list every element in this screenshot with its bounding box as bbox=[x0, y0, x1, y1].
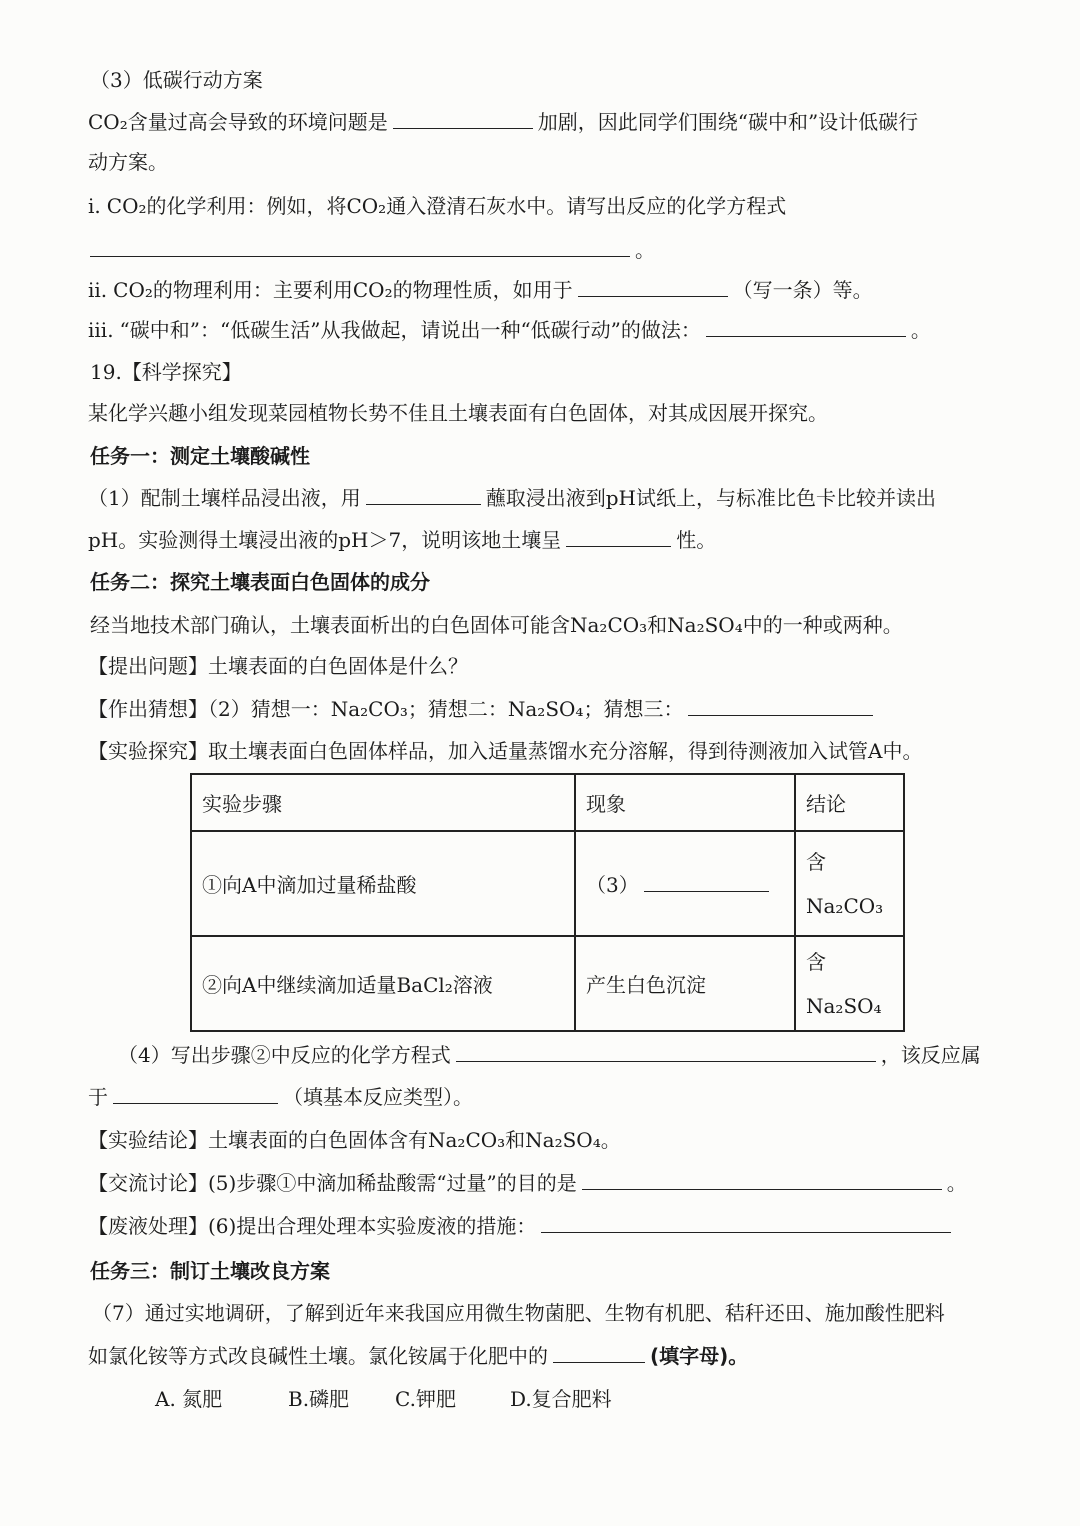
q1-text-before: （1）配制土壤样品浸出液，用 bbox=[88, 486, 361, 510]
part3-intro-line bbox=[88, 107, 918, 137]
option-a: A. 氮肥 bbox=[155, 1387, 223, 1411]
answer-blank bbox=[688, 695, 873, 716]
answer-blank bbox=[456, 1041, 876, 1062]
part3-intro-continuation: 动方案。 bbox=[88, 150, 168, 174]
table-row bbox=[191, 936, 904, 1031]
header-conclusion: 结论 bbox=[795, 774, 904, 831]
intro-text-before: CO₂含量过高会导致的环境问题是 bbox=[88, 110, 388, 134]
task2-q4-continuation bbox=[88, 1082, 473, 1112]
answer-blank bbox=[90, 236, 630, 257]
task2-question: 【提出问题】土壤表面的白色固体是什么？ bbox=[88, 654, 468, 678]
q1-cont-before: pH。实验测得土壤浸出液的pH＞7，说明该地土壤呈 bbox=[88, 528, 562, 552]
task2-hypothesis-line bbox=[88, 694, 878, 724]
discussion-text-before: 【交流讨论】(5)步骤①中滴加稀盐酸需“过量”的目的是 bbox=[88, 1171, 577, 1195]
task2-waste-line bbox=[88, 1211, 956, 1241]
item-i-end: 。 bbox=[635, 238, 655, 262]
task3-title: 任务三：制订土壤改良方案 bbox=[90, 1259, 330, 1283]
header-phenomenon: 现象 bbox=[575, 774, 795, 831]
q4-text-before: （4）写出步骤②中反应的化学方程式 bbox=[118, 1043, 451, 1067]
q4-cont-after: （填基本反应类型）。 bbox=[283, 1085, 473, 1109]
q1-cont-after: 性。 bbox=[676, 528, 717, 552]
item-ii-text-before: CO₂的物理利用：主要利用CO₂的物理性质，如用于 bbox=[113, 278, 573, 302]
q19-header bbox=[90, 357, 242, 387]
item-ii-text-after: （写一条）等。 bbox=[732, 278, 873, 302]
q7-text-after: (填字母)。 bbox=[650, 1344, 749, 1368]
item-iii-label: iii. bbox=[88, 318, 114, 342]
item-i-line bbox=[88, 191, 786, 221]
header-step: 实验步骤 bbox=[191, 774, 575, 831]
item-iii-line bbox=[88, 315, 931, 345]
phenomenon-cell bbox=[575, 831, 795, 936]
conclusion-cell bbox=[795, 831, 904, 936]
option-b: B.磷肥 bbox=[288, 1387, 350, 1411]
answer-blank bbox=[541, 1212, 951, 1233]
q4-text-after: ，该反应属 bbox=[880, 1043, 981, 1067]
answer-blank bbox=[578, 276, 728, 297]
phenomenon-cell: 产生白色沉淀 bbox=[575, 936, 795, 1031]
answer-blank bbox=[706, 316, 906, 337]
item-ii-line bbox=[88, 275, 873, 305]
q19-tag: 【科学探究】 bbox=[121, 360, 242, 384]
task2-q4-line bbox=[118, 1040, 981, 1070]
answer-blank bbox=[644, 871, 769, 892]
task1-title: 任务一：测定土壤酸碱性 bbox=[90, 444, 310, 468]
item-i-label: i. bbox=[88, 194, 101, 218]
task2-intro: 经当地技术部门确认，土壤表面析出的白色固体可能含Na₂CO₃和Na₂SO₄中的一种或两种。 bbox=[90, 613, 903, 637]
conclusion-line: 含 bbox=[806, 849, 826, 874]
part3-heading: （3）低碳行动方案 bbox=[90, 68, 263, 92]
answer-blank bbox=[393, 108, 533, 129]
conclusion-cell bbox=[795, 936, 904, 1031]
task2-discussion-line bbox=[88, 1168, 967, 1198]
step-cell: ②向A中继续滴加适量BaCl₂溶液 bbox=[191, 936, 575, 1031]
option-c: C.钾肥 bbox=[395, 1387, 456, 1411]
discussion-text-after: 。 bbox=[946, 1171, 967, 1195]
task2-title: 任务二：探究土壤表面白色固体的成分 bbox=[90, 570, 430, 594]
item-iii-text-after: 。 bbox=[910, 318, 931, 342]
step-cell: ①向A中滴加过量稀盐酸 bbox=[191, 831, 575, 936]
task3-q7-line1: （7）通过实地调研，了解到近年来我国应用微生物菌肥、生物有机肥、秸秆还田、施加酸性肥料 bbox=[92, 1301, 945, 1325]
task3-q7-line2 bbox=[88, 1341, 748, 1371]
item-i-text: CO₂的化学利用：例如，将CO₂通入澄清石灰水中。请写出反应的化学方程式 bbox=[106, 194, 787, 218]
q19-number: 19. bbox=[90, 360, 122, 384]
q7-text-before: 如氯化铵等方式改良碱性土壤。氯化铵属于化肥中的 bbox=[88, 1344, 548, 1368]
option-d: D.复合肥料 bbox=[510, 1387, 612, 1411]
phenomenon-label: （3） bbox=[586, 873, 639, 897]
answer-blank bbox=[566, 526, 671, 547]
waste-text: 【废液处理】(6)提出合理处理本实验废液的措施： bbox=[88, 1214, 537, 1238]
task2-experiment: 【实验探究】取土壤表面白色固体样品，加入适量蒸馏水充分溶解，得到待测液加入试管A中。 bbox=[88, 739, 923, 763]
conclusion-line: 含 bbox=[806, 949, 826, 974]
task1-q1-line bbox=[88, 483, 936, 513]
q19-intro: 某化学兴趣小组发现菜园植物长势不佳且土壤表面有白色固体，对其成因展开探究。 bbox=[88, 401, 828, 425]
task2-conclusion: 【实验结论】土壤表面的白色固体含有Na₂CO₃和Na₂SO₄。 bbox=[88, 1128, 621, 1152]
item-iii-text-before: “碳中和”：“低碳生活”从我做起，请说出一种“低碳行动”的做法： bbox=[119, 318, 701, 342]
q4-cont-before: 于 bbox=[88, 1085, 108, 1109]
answer-blank bbox=[582, 1169, 942, 1190]
conclusion-formula: Na₂CO₃ bbox=[806, 893, 884, 918]
item-ii-label: ii. bbox=[88, 278, 108, 302]
answer-blank bbox=[366, 484, 481, 505]
answer-blank bbox=[553, 1342, 645, 1363]
item-i-answer-line bbox=[85, 235, 655, 265]
conclusion-formula: Na₂SO₄ bbox=[806, 993, 882, 1018]
q1-text-after: 蘸取浸出液到pH试纸上，与标准比色卡比较并读出 bbox=[485, 486, 936, 510]
table-row bbox=[191, 831, 904, 936]
table-header-row bbox=[191, 774, 904, 831]
experiment-table bbox=[190, 773, 905, 1032]
intro-text-after: 加剧，因此同学们围绕“碳中和”设计低碳行 bbox=[537, 110, 919, 134]
task1-q1-continuation bbox=[88, 525, 716, 555]
hypothesis-text: 【作出猜想】（2）猜想一：Na₂CO₃；猜想二：Na₂SO₄；猜想三： bbox=[88, 697, 684, 721]
answer-blank bbox=[113, 1083, 278, 1104]
